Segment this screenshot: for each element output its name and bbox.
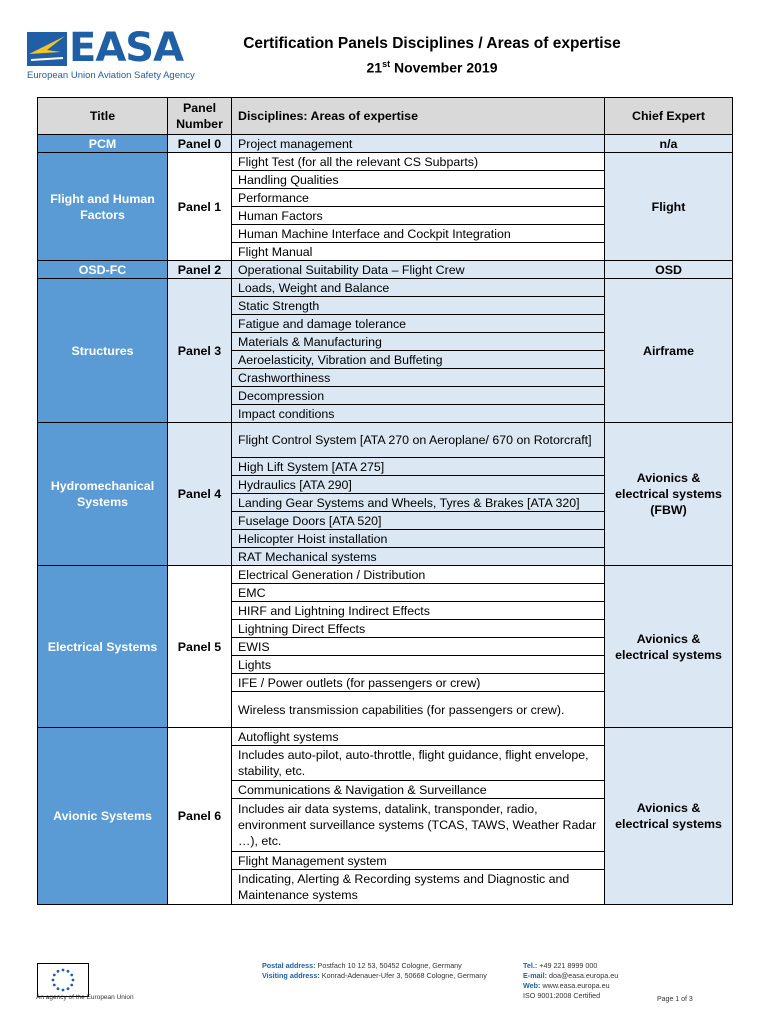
discipline: Includes air data systems, datalink, transponder, radio, environment surveillance systems (TCAS, TAWS, Weather Radar …), etc. [232, 799, 605, 852]
document-date [200, 59, 664, 76]
group-title: OSD-FC [38, 261, 168, 279]
discipline: Project management [232, 135, 605, 153]
discipline: Decompression [232, 387, 605, 405]
visiting-label: Visiting address: [262, 971, 320, 980]
table-row [38, 153, 733, 171]
date-day: 21 [366, 59, 383, 76]
discipline: Aeroelasticity, Vibration and Buffeting [232, 351, 605, 369]
table-header-row [38, 98, 733, 135]
panel-number: Panel 6 [168, 728, 232, 905]
logo-text: EASA [69, 25, 184, 71]
discipline: Flight Management system [232, 852, 605, 870]
document-title: Certification Panels Disciplines / Areas of expertise [243, 35, 621, 52]
group-title: Flight and Human Factors [38, 153, 168, 261]
discipline: High Lift System [ATA 275] [232, 458, 605, 476]
page-number: Page 1 of 3 [657, 996, 693, 1003]
discipline: Crashworthiness [232, 369, 605, 387]
discipline: Operational Suitability Data – Flight Crew [232, 261, 605, 279]
chief-expert: Avionics & electrical systems [605, 728, 733, 905]
date-rest: November 2019 [393, 59, 498, 76]
discipline: Flight Manual [232, 243, 605, 261]
group-title: Avionic Systems [38, 728, 168, 905]
group-title: Structures [38, 279, 168, 423]
discipline: Performance [232, 189, 605, 207]
chief-expert: n/a [605, 135, 733, 153]
discipline: Human Machine Interface and Cockpit Integration [232, 225, 605, 243]
panel-number: Panel 3 [168, 279, 232, 423]
discipline: Communications & Navigation & Surveillance [232, 781, 605, 799]
discipline: Fatigue and damage tolerance [232, 315, 605, 333]
panels-table [37, 97, 733, 905]
discipline: Materials & Manufacturing [232, 333, 605, 351]
iso-certification: ISO 9001:2008 Certified [523, 991, 601, 1000]
discipline: RAT Mechanical systems [232, 548, 605, 566]
email-link[interactable]: doa@easa.europa.eu [548, 971, 619, 980]
discipline: IFE / Power outlets (for passengers or crew) [232, 674, 605, 692]
postal-label: Postal address: [262, 961, 316, 970]
table-row [38, 261, 733, 279]
table-row [38, 135, 733, 153]
discipline: Handling Qualities [232, 171, 605, 189]
postal-value: Postfach 10 12 53, 50452 Cologne, Germany [317, 961, 462, 970]
page-footer [0, 955, 768, 1024]
contact-block [523, 961, 618, 1001]
chief-expert: Avionics & electrical systems (FBW) [605, 423, 733, 566]
email-label: E-mail: [523, 971, 547, 980]
discipline: Landing Gear Systems and Wheels, Tyres & Brakes [ATA 320] [232, 494, 605, 512]
logo-subtitle: European Union Aviation Safety Agency [27, 70, 195, 81]
col-title-header: Title [38, 98, 168, 135]
chief-expert: Avionics & electrical systems [605, 566, 733, 728]
discipline: Helicopter Hoist installation [232, 530, 605, 548]
col-chief-header: Chief Expert [605, 98, 733, 135]
eu-caption: An agency of the European Union [36, 994, 134, 1001]
panel-number: Panel 5 [168, 566, 232, 728]
address-block [262, 961, 487, 981]
eu-flag-icon [38, 964, 88, 996]
date-suffix: st [382, 59, 391, 69]
panel-number: Panel 4 [168, 423, 232, 566]
discipline: Flight Test (for all the relevant CS Subparts) [232, 153, 605, 171]
col-panel-header: Panel Number [168, 98, 232, 135]
discipline: Lights [232, 656, 605, 674]
discipline: Loads, Weight and Balance [232, 279, 605, 297]
table-row [38, 279, 733, 297]
col-disc-header: Disciplines: Areas of expertise [232, 98, 605, 135]
discipline: Wireless transmission capabilities (for passengers or crew). [232, 692, 605, 728]
table-row [38, 728, 733, 746]
chief-expert: Flight [605, 153, 733, 261]
easa-logo-icon [25, 28, 69, 68]
web-label: Web: [523, 981, 541, 990]
discipline: EMC [232, 584, 605, 602]
visiting-value: Konrad-Adenauer-Ufer 3, 50668 Cologne, Germany [321, 971, 487, 980]
discipline: Lightning Direct Effects [232, 620, 605, 638]
discipline: Fuselage Doors [ATA 520] [232, 512, 605, 530]
discipline: Includes auto-pilot, auto-throttle, flight guidance, flight envelope, stability, etc. [232, 746, 605, 781]
group-title: Electrical Systems [38, 566, 168, 728]
discipline: HIRF and Lightning Indirect Effects [232, 602, 605, 620]
group-title: PCM [38, 135, 168, 153]
panel-number: Panel 0 [168, 135, 232, 153]
table-row [38, 566, 733, 584]
web-link[interactable]: www.easa.europa.eu [542, 981, 610, 990]
tel-label: Tel.: [523, 961, 538, 970]
discipline: Flight Control System [ATA 270 on Aeroplane/ 670 on Rotorcraft] [232, 423, 605, 458]
eu-flag [37, 963, 89, 997]
discipline: Human Factors [232, 207, 605, 225]
discipline: Hydraulics [ATA 290] [232, 476, 605, 494]
tel-value: +49 221 8999 000 [539, 961, 598, 970]
discipline: Autoflight systems [232, 728, 605, 746]
chief-expert: Airframe [605, 279, 733, 423]
table-row [38, 423, 733, 458]
chief-expert: OSD [605, 261, 733, 279]
discipline: Impact conditions [232, 405, 605, 423]
discipline: Electrical Generation / Distribution [232, 566, 605, 584]
discipline: EWIS [232, 638, 605, 656]
easa-logo [25, 25, 195, 84]
discipline: Static Strength [232, 297, 605, 315]
group-title: Hydromechanical Systems [38, 423, 168, 566]
discipline: Indicating, Alerting & Recording systems and Diagnostic and Maintenance systems [232, 870, 605, 905]
panel-number: Panel 2 [168, 261, 232, 279]
panel-number: Panel 1 [168, 153, 232, 261]
